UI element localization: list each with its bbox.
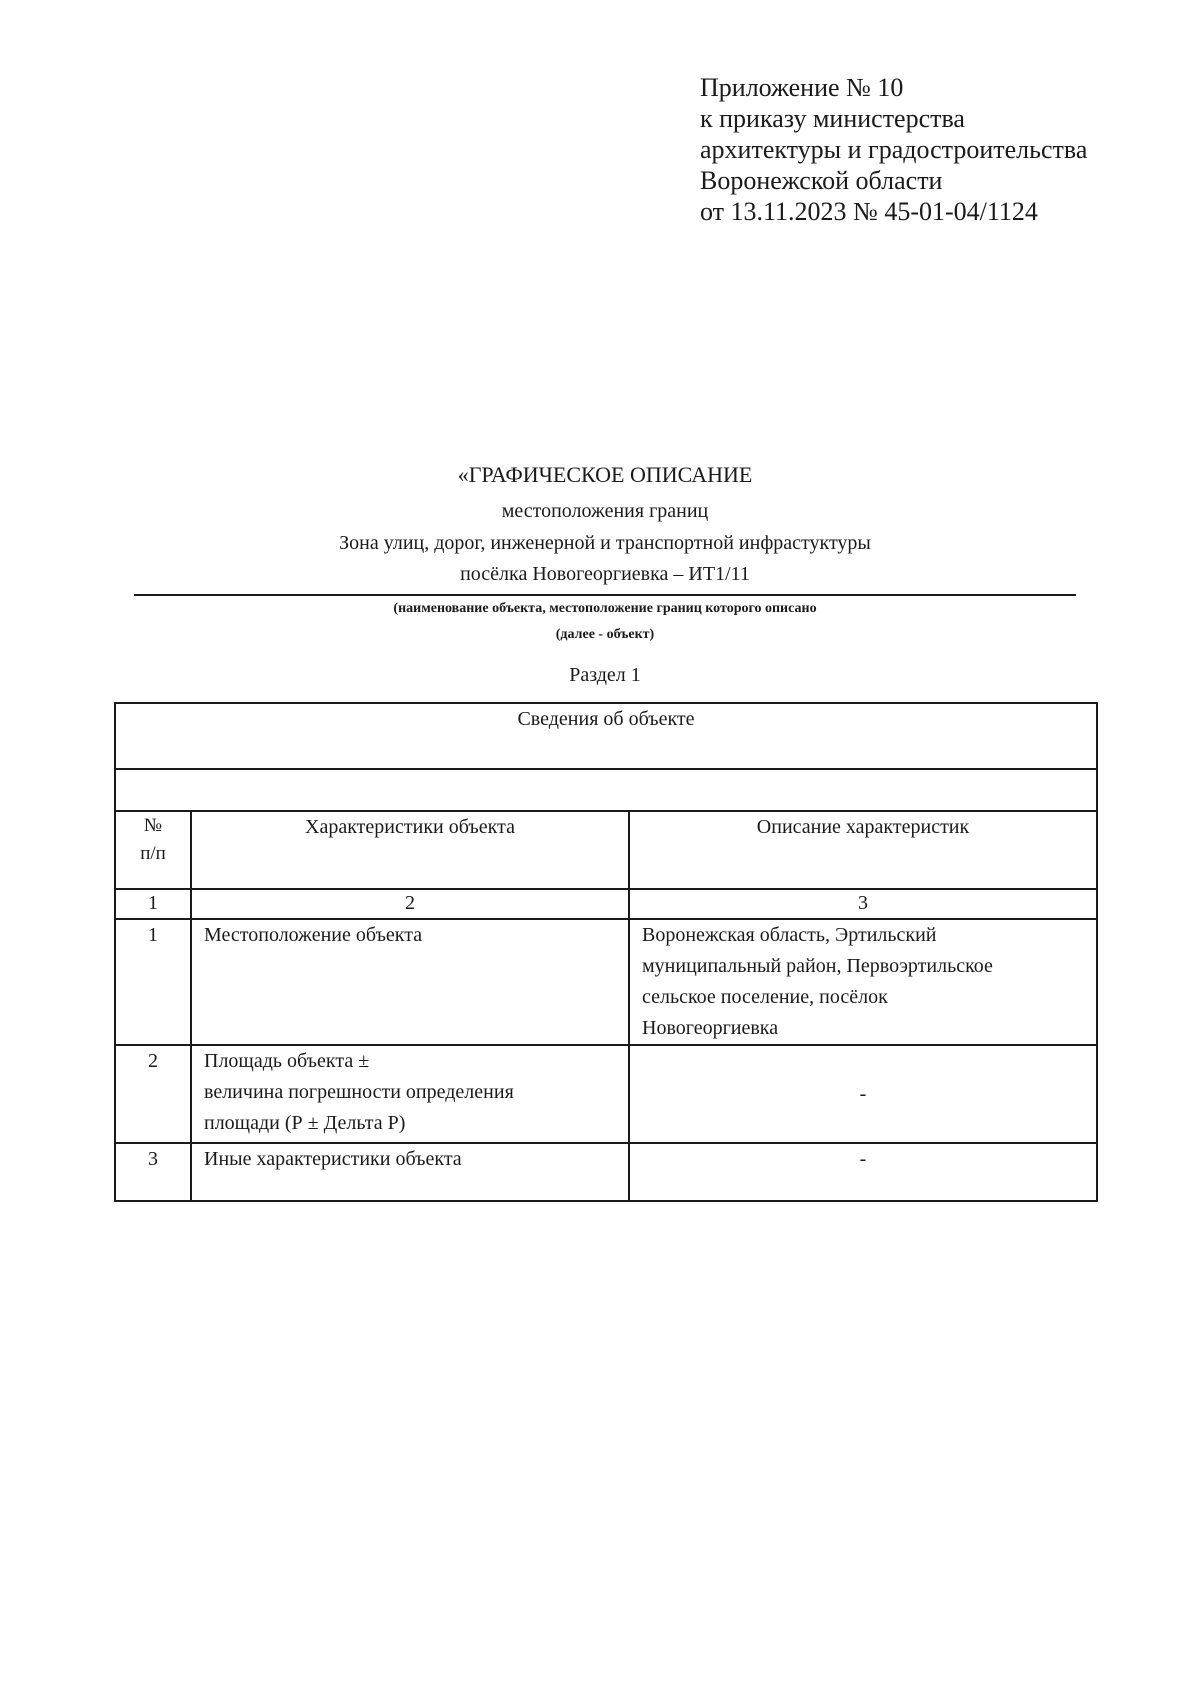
object-name-line: Зона улиц, дорог, инженерной и транспортной инфрастуктуры <box>339 532 871 554</box>
row-characteristic: Местоположение объекта <box>191 919 629 1045</box>
column-index-row <box>115 889 1097 919</box>
row-description <box>629 919 1097 1045</box>
attachment-line: архитектуры и градостроительства <box>700 135 1088 164</box>
column-index: 2 <box>191 889 629 919</box>
object-name-line: посёлка Новогеоргиевка – ИТ1/11 <box>460 563 750 585</box>
section-label: Раздел 1 <box>569 664 641 686</box>
object-name-caption: (наименование объекта, местоположение границ которого описано <box>393 601 817 616</box>
header-characteristics: Характеристики объекта <box>191 811 629 889</box>
attachment-block <box>700 72 1087 227</box>
attachment-line: от 13.11.2023 № 45-01-04/1124 <box>700 197 1038 226</box>
row-num: 3 <box>115 1143 191 1201</box>
header-num-line: п/п <box>140 843 166 864</box>
underline-rule <box>134 594 1076 596</box>
row-characteristic <box>191 1045 629 1143</box>
table-row <box>115 1045 1097 1143</box>
header-description: Описание характеристик <box>629 811 1097 889</box>
description-line: сельское поселение, посёлок <box>642 986 888 1008</box>
attachment-line: Воронежской области <box>700 166 943 195</box>
table-empty-cell <box>115 769 1097 811</box>
attachment-line: к приказу министерства <box>700 104 965 133</box>
row-characteristic: Иные характеристики объекта <box>191 1143 629 1201</box>
characteristic-line: Площадь объекта ± <box>204 1050 370 1072</box>
description-line: Новогеоргиевка <box>642 1017 779 1039</box>
object-name-caption: (далее - объект) <box>555 627 655 642</box>
document-subtitle: местоположения границ <box>501 500 709 522</box>
object-info-table <box>114 702 1098 1202</box>
row-description: - <box>629 1143 1097 1201</box>
table-row <box>115 1143 1097 1201</box>
column-index: 1 <box>115 889 191 919</box>
attachment-line: Приложение № 10 <box>700 73 904 102</box>
column-index: 3 <box>629 889 1097 919</box>
header-num-line: № <box>143 815 163 836</box>
table-empty-row <box>115 769 1097 811</box>
characteristic-line: величина погрешности определения <box>204 1081 514 1103</box>
table-title: Сведения об объекте <box>115 703 1097 769</box>
description-line: муниципальный район, Первоэртильское <box>642 955 993 977</box>
header-num <box>115 811 191 889</box>
description-line: Воронежская область, Эртильский <box>642 924 937 946</box>
table-title-row <box>115 703 1097 769</box>
table-header-row <box>115 811 1097 889</box>
document-title: «ГРАФИЧЕСКОЕ ОПИСАНИЕ <box>457 462 753 487</box>
row-num: 1 <box>115 919 191 1045</box>
row-description: - <box>629 1045 1097 1143</box>
characteristic-line: площади (Р ± Дельта Р) <box>204 1112 406 1134</box>
row-num: 2 <box>115 1045 191 1143</box>
table-row <box>115 919 1097 1045</box>
